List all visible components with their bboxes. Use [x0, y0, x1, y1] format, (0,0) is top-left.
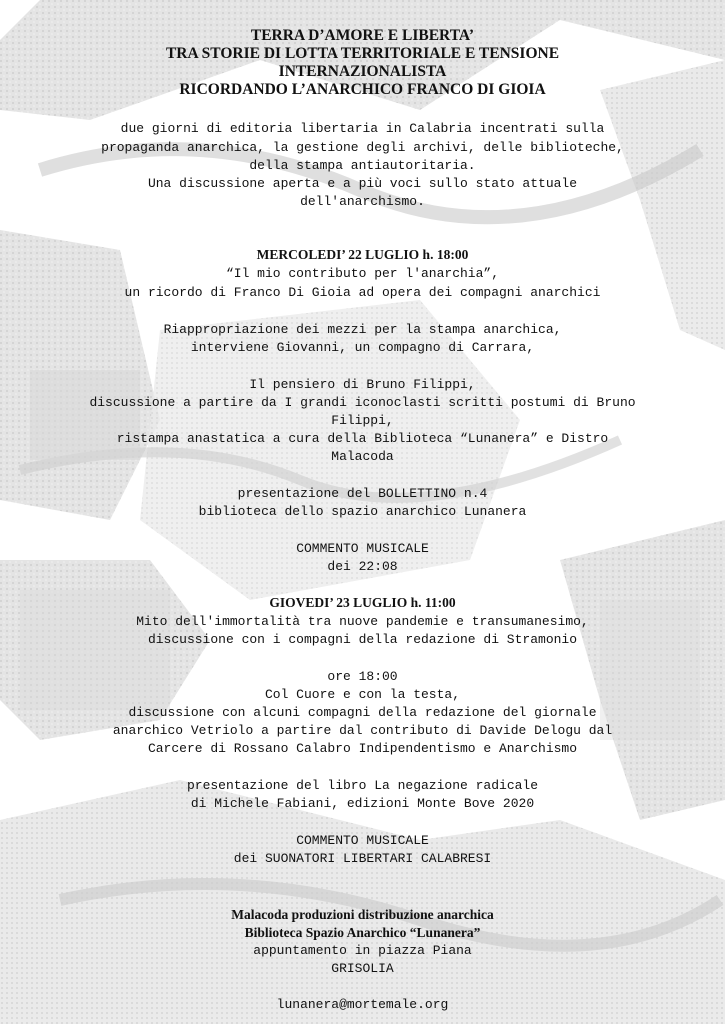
title-line-1: TERRA D’AMORE E LIBERTA’	[250, 27, 475, 44]
day1-music-line: COMMENTO MUSICALE	[296, 541, 429, 556]
intro-line: due giorni di editoria libertaria in Calabria incentrati sulla	[120, 121, 605, 136]
day1-talk2-line: Riappropriazione dei mezzi per la stampa anarchica,	[163, 322, 562, 337]
intro-line: dell'anarchismo.	[300, 194, 425, 209]
day1-talk3-line: Il pensiero di Bruno Filippi,	[249, 377, 476, 392]
day1-talk1-line: un ricordo di Franco Di Gioia ad opera dei compagni anarchici	[124, 285, 601, 300]
title-line-4: RICORDANDO L’ANARCHICO FRANCO DI GIOIA	[179, 81, 546, 98]
day2-talk2-line: Col Cuore e con la testa,	[264, 687, 461, 702]
day1-talk4-line: presentazione del BOLLETTINO n.4	[237, 486, 488, 501]
day2-talk1-line: discussione con i compagni della redazione di Stramonio	[147, 632, 578, 647]
footer-email[interactable]: lunanera@mortemale.org	[276, 997, 449, 1012]
footer-meeting: appuntamento in piazza Piana	[253, 943, 472, 958]
intro-line: Una discussione aperta e a più voci sullo stato attuale	[147, 176, 578, 191]
day2-talk1-line: Mito dell'immortalità tra nuove pandemie e transumanesimo,	[136, 614, 589, 629]
day2-music-line: dei SUONATORI LIBERTARI CALABRESI	[233, 851, 492, 866]
day2-talk3-line: presentazione del libro La negazione radicale	[186, 778, 539, 793]
day1-heading: MERCOLEDI’ 22 LUGLIO h. 18:00	[256, 247, 469, 262]
day1-talk3-line: Malacoda	[331, 449, 394, 464]
day1-talk2-line: interviene Giovanni, un compagno di Carrara,	[190, 340, 535, 355]
day1-talk1-line: “Il mio contributo per l'anarchia”,	[225, 266, 500, 281]
day1-talk3-line: ristampa anastatica a cura della Biblioteca “Lunanera” e Distro	[116, 431, 609, 446]
intro-line: propaganda anarchica, la gestione degli archivi, delle biblioteche,	[101, 140, 624, 155]
day1-talk3-line: Filippi,	[331, 413, 394, 428]
title-line-2: TRA STORIE DI LOTTA TERRITORIALE E TENSIONE	[165, 45, 560, 62]
footer-org-1: Malacoda produzioni distribuzione anarchica	[231, 907, 494, 922]
title-line-3: INTERNAZIONALISTA	[278, 63, 447, 80]
day1-talk3-line: discussione a partire da I grandi iconoclasti scritti postumi di Bruno	[89, 395, 636, 410]
day1-talk4-line: biblioteca dello spazio anarchico Lunanera	[198, 504, 527, 519]
footer-org-2: Biblioteca Spazio Anarchico “Lunanera”	[244, 925, 481, 940]
day2-talk2-line: discussione con alcuni compagni della redazione del giornale	[128, 705, 597, 720]
intro-line: della stampa antiautoritaria.	[249, 158, 476, 173]
day2-time: ore 18:00	[327, 669, 398, 684]
day2-music-line: COMMENTO MUSICALE	[296, 833, 429, 848]
footer-town: GRISOLIA	[331, 961, 394, 976]
day2-talk2-line: anarchico Vetriolo a partire dal contributo di Davide Delogu dal	[112, 723, 613, 738]
day2-talk3-line: di Michele Fabiani, edizioni Monte Bove 2020	[190, 796, 535, 811]
day2-talk2-line: Carcere di Rossano Calabro Indipendentismo e Anarchismo	[147, 741, 578, 756]
day2-heading: GIOVEDI’ 23 LUGLIO h. 11:00	[269, 595, 456, 610]
day1-music-line: dei 22:08	[327, 559, 398, 574]
